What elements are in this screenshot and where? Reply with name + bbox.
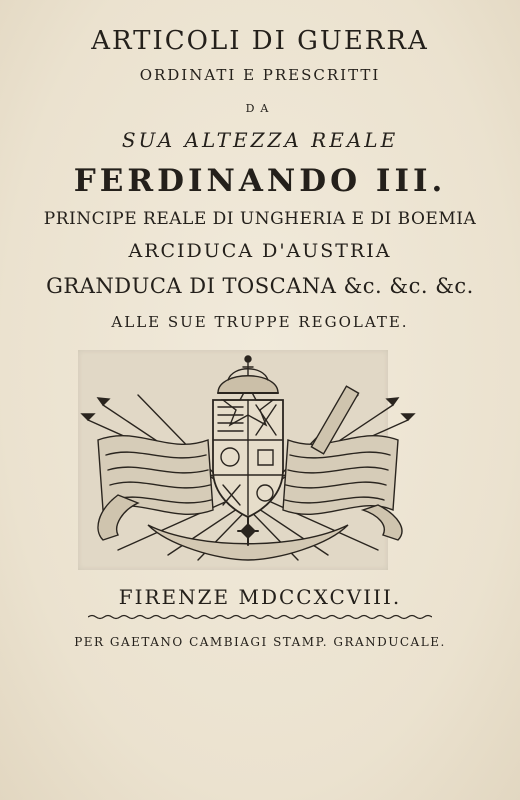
- ornamental-rule-icon: [88, 614, 432, 620]
- imprint-printer: PER GAETANO CAMBIAGI STAMP. GRANDUCALE.: [74, 635, 446, 649]
- title-line-5: FERDINANDO III.: [73, 163, 447, 199]
- title-line-7: ARCIDUCA D'AUSTRIA: [128, 240, 392, 262]
- imprint-place: FIRENZE MDCCXCVIII.: [118, 585, 402, 609]
- title-line-2: ORDINATI E PRESCRITTI: [139, 66, 381, 84]
- title-line-8: GRANDUCA DI TOSCANA &c. &c. &c.: [46, 274, 474, 298]
- title-line-4: SUA ALTEZZA REALE: [121, 128, 399, 152]
- title-line-9: ALLE SUE TRUPPE REGOLATE.: [111, 313, 409, 331]
- title-line-3: DA: [245, 102, 275, 115]
- title-line-1: ARTICOLI DI GUERRA: [91, 26, 429, 56]
- title-line-6: PRINCIPE REALE DI UNGHERIA E DI BOEMIA: [43, 209, 477, 229]
- coat-of-arms-trophy-icon: [78, 345, 418, 570]
